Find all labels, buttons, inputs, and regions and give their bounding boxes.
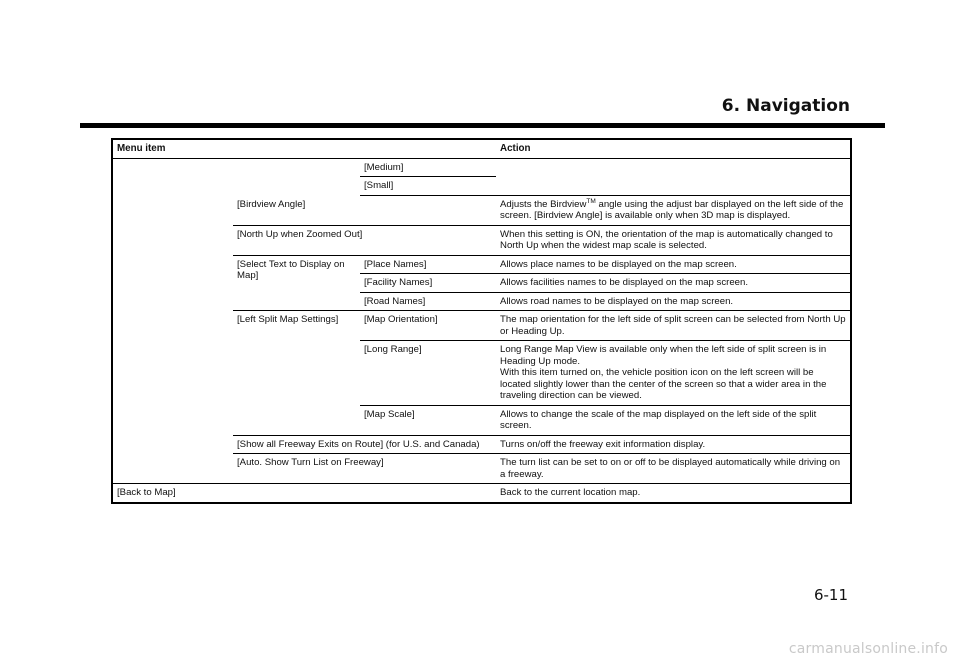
action-cell-back-to-map: Back to the current location map. bbox=[500, 487, 641, 498]
menu-cell-map-orientation: [Map Orientation] bbox=[360, 311, 496, 341]
menu-cell-facility-names: [Facility Names] bbox=[360, 274, 496, 293]
menu-cell-freeway-exits: [Show all Freeway Exits on Route] (for U.S. and Canada) bbox=[233, 435, 496, 454]
action-text: Long Range Map View is available only when the left side of split screen is in Heading Up mode. bbox=[500, 344, 827, 367]
action-cell-blank bbox=[496, 158, 851, 195]
trademark-sup: TM bbox=[586, 197, 596, 205]
blank-cell bbox=[112, 454, 233, 484]
menu-cell-left-split: [Left Split Map Settings] bbox=[233, 311, 360, 436]
menu-cell-turn-list: [Auto. Show Turn List on Freeway] bbox=[233, 454, 496, 484]
action-text: Adjusts the Birdview bbox=[500, 198, 587, 210]
menu-cell-back-to-map: [Back to Map] bbox=[117, 487, 176, 498]
menu-cell-select-text: [Select Text to Display on Map] bbox=[233, 255, 360, 311]
menu-cell-small: [Small] bbox=[360, 177, 496, 196]
menu-cell-birdview-angle: [Birdview Angle] bbox=[233, 195, 496, 225]
header-action: Action bbox=[496, 139, 851, 158]
menu-cell-north-up: [North Up when Zoomed Out] bbox=[233, 225, 496, 255]
menu-table bbox=[111, 138, 852, 504]
action-cell-freeway-exits: Turns on/off the freeway exit information display. bbox=[496, 435, 851, 454]
action-cell-long-range bbox=[496, 341, 851, 406]
action-cell-map-orientation: The map orientation for the left side of split screen can be selected from North Up or Heading Up. bbox=[496, 311, 851, 341]
action-cell-facility-names: Allows facilities names to be displayed on the map screen. bbox=[496, 274, 851, 293]
table-header-row bbox=[112, 139, 851, 158]
blank-cell bbox=[112, 158, 233, 454]
menu-cell-medium: [Medium] bbox=[360, 158, 496, 177]
menu-cell-long-range: [Long Range] bbox=[360, 341, 496, 406]
menu-cell-map-scale: [Map Scale] bbox=[360, 405, 496, 435]
menu-cell-place-names: [Place Names] bbox=[360, 255, 496, 274]
action-text: With this item turned on, the vehicle position icon on the left screen will be located slightly lower than the center of the screen so that a wider area in the traveling direction can be viewed. bbox=[500, 367, 827, 401]
section-title: 6. Navigation bbox=[721, 96, 850, 116]
action-cell-place-names: Allows place names to be displayed on the map screen. bbox=[496, 255, 851, 274]
table-row bbox=[112, 484, 851, 503]
blank-cell bbox=[233, 158, 360, 195]
page-number: 6-11 bbox=[813, 586, 848, 604]
action-cell-birdview-angle bbox=[496, 195, 851, 225]
table-row bbox=[112, 454, 851, 484]
action-cell-map-scale: Allows to change the scale of the map displayed on the left side of the split screen. bbox=[496, 405, 851, 435]
action-text: angle using the adjust bar displayed on the left side of the screen. [Birdview Angle] is available only when 3D map is displayed. bbox=[500, 198, 844, 221]
action-cell-north-up: When this setting is ON, the orientation of the map is automatically changed to North Up when the widest map scale is selected. bbox=[496, 225, 851, 255]
watermark: carmanualsonline.info bbox=[788, 641, 948, 657]
action-cell-road-names: Allows road names to be displayed on the map screen. bbox=[496, 292, 851, 311]
table-row bbox=[112, 158, 851, 177]
action-cell-turn-list: The turn list can be set to on or off to be displayed automatically while driving on a freeway. bbox=[496, 454, 851, 484]
header-rule bbox=[80, 123, 885, 128]
header-menu-item: Menu item bbox=[112, 139, 496, 158]
menu-cell-road-names: [Road Names] bbox=[360, 292, 496, 311]
